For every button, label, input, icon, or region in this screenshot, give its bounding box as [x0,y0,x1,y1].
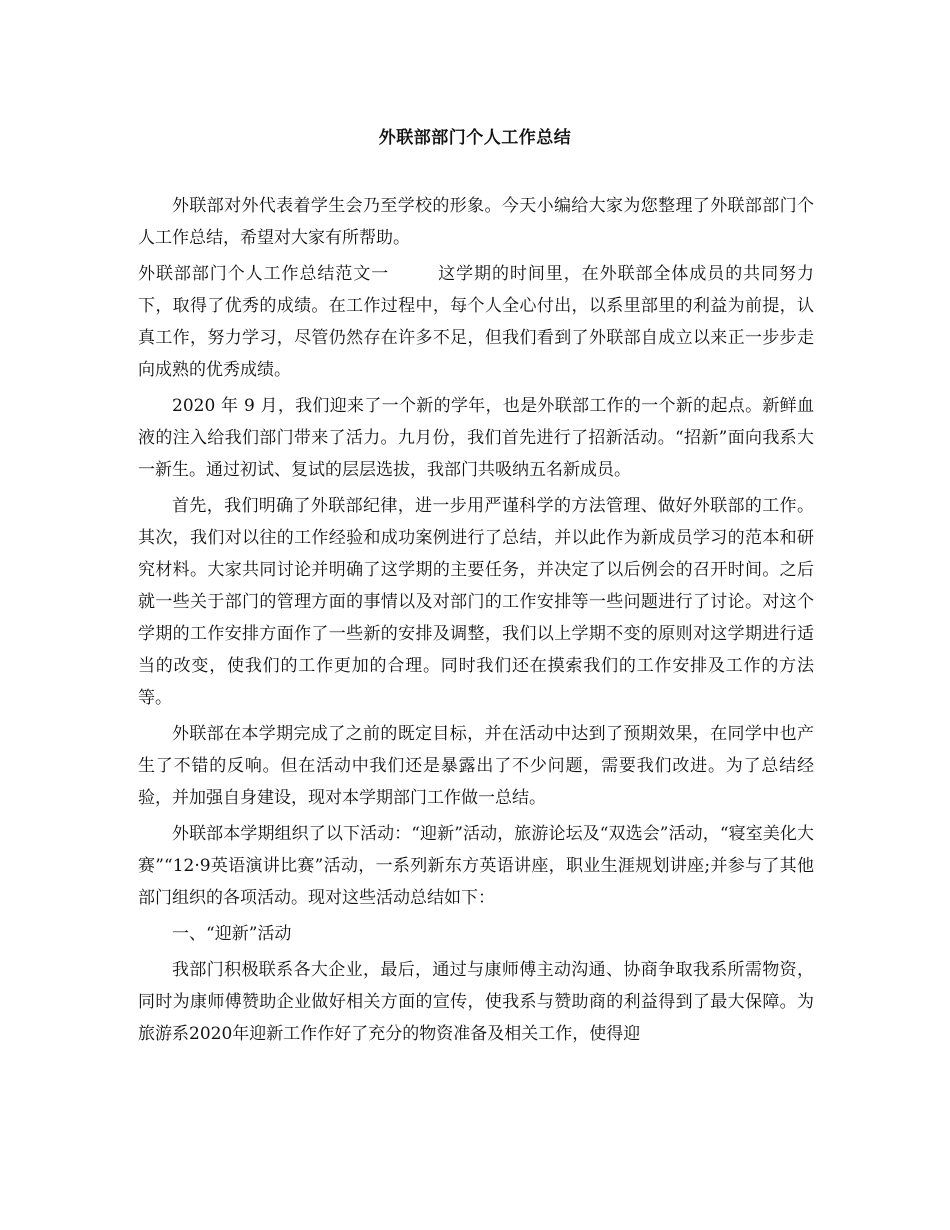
paragraph-3: 外联部在本学期完成了之前的既定目标，并在活动中达到了预期效果，在同学中也产生了不错的反响。但在活动中我们还是暴露出了不少问题，需要我们改进。为了总结经验，并加强自身建设，现对本学期部门工作做一总结。 [138,724,814,808]
sample-heading: 外联部部门个人工作总结范文一 [138,264,390,284]
section-heading-1: 一、“迎新”活动 [172,924,292,944]
sample-first-text: 这学期的时间里，在外联部全体成员的共同努力下，取得了优秀的成绩。在工作过程中，每个人全心付出，以系里部里的利益为前提，认真工作，努力学习，尽管仍然存在许多不足，但我们看到了外联部自成立以来正一步步走向成熟的优秀成绩。 [138,264,815,380]
intro-paragraph: 外联部对外代表着学生会乃至学校的形象。今天小编给大家为您整理了外联部部门个人工作总结，希望对大家有所帮助。 [138,196,814,248]
sample-paragraph [138,258,814,386]
paragraph-5: 我部门积极联系各大企业，最后，通过与康师傅主动沟通、协商争取我系所需物资，同时为康师傅赞助企业做好相关方面的宣传，使我系与赞助商的利益得到了最大保障。为旅游系2020年迎新工作作好了充分的物资准备及相关工作，使得迎 [138,960,814,1044]
document-title: 外联部部门个人工作总结 [378,128,572,148]
paragraph-2: 首先，我们明确了外联部纪律，进一步用严谨科学的方法管理、做好外联部的工作。其次，我们对以往的工作经验和成功案例进行了总结，并以此作为新成员学习的范本和研究材料。大家共同讨论并明确了这学期的主要任务，并决定了以后例会的召开时间。之后就一些关于部门的管理方面的事情以及对部门的工作安排等一些问题进行了讨论。对这个学期的工作安排方面作了一些新的安排及调整，我们以上学期不变的原则对这学期进行适当的改变，使我们的工作更加的合理。同时我们还在摸索我们的工作安排及工作的方法等。 [138,496,814,708]
document-body [138,190,814,1054]
paragraph-4: 外联部本学期组织了以下活动：“迎新”活动，旅游论坛及“双选会”活动，“寝室美化大赛”“12·9英语演讲比赛”活动，一系列新东方英语讲座，职业生涯规划讲座;并参与了其他部门组织的各项活动。现对这些活动总结如下： [138,824,814,908]
paragraph-1: 2020 年 9 月，我们迎来了一个新的学年，也是外联部工作的一个新的起点。新鲜血液的注入给我们部门带来了活力。九月份，我们首先进行了招新活动。“招新”面向我系大一新生。通过初试、复试的层层选拔，我部门共吸纳五名新成员。 [138,396,814,480]
